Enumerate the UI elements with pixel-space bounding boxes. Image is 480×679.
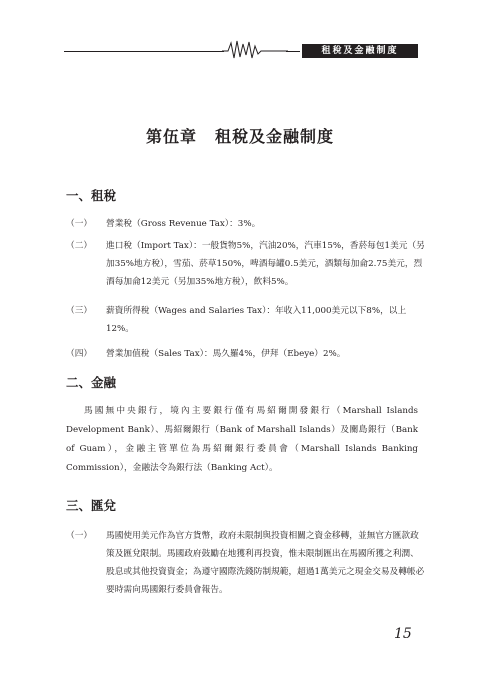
header-rule-right bbox=[286, 51, 300, 52]
list-item-text: 進口稅（Import Tax）：一般貨物5%，汽油20%，汽車15%，香菸每包1美元（另加35%地方稅），雪茄、菸草150%，啤酒每罐0.5美元，酒類每加侖2.75美元，烈酒每加侖12美元（另加35%地方稅），飲料5%。 bbox=[106, 241, 425, 287]
header-wave-ornament bbox=[222, 38, 288, 60]
list-item-text: 營業加值稅（Sales Tax）：馬久羅4%，伊拜（Ebeye）2%。 bbox=[106, 349, 346, 359]
list-item-label: （一） bbox=[66, 531, 93, 541]
list-item-label: （四） bbox=[66, 349, 93, 359]
section-title-taxation: 一、租稅 bbox=[66, 188, 117, 203]
list-item-label: （一） bbox=[66, 219, 93, 229]
running-header-tag: 租稅及金融制度 bbox=[302, 44, 418, 58]
list-item-text: 馬國使用美元作為官方貨幣，政府未限制與投資相關之資金移轉，並無官方匯款政策及匯兌限制。馬國政府鼓勵在地獲利再投資，惟未限制匯出在馬國所獲之利潤、股息或其他投資資金；為遵守國際洗錢防制規範，超過1萬美元之現金交易及轉帳必要時需向馬國銀行委員會報告。 bbox=[106, 531, 425, 595]
chapter-number: 第伍章 bbox=[145, 127, 197, 146]
chapter-title bbox=[0, 124, 480, 147]
section-title-exchange: 三、匯兌 bbox=[66, 498, 117, 513]
list-item bbox=[66, 302, 426, 338]
list-item bbox=[66, 215, 426, 233]
list-item-text: 營業稅（Gross Revenue Tax）：3%。 bbox=[106, 219, 261, 229]
list-item-label: （二） bbox=[66, 241, 93, 251]
section-title-finance: 二、金融 bbox=[66, 375, 117, 390]
finance-paragraph: 馬國無中央銀行，境內主要銀行僅有馬紹爾開發銀行（Marshall Islands Development Bank）、馬紹爾銀行（Bank of Marshall Islands）及關島銀行（Bank of Guam），金融主管單位為馬紹爾銀行委員會（Marshall Islands Banking Commission），金融法令為銀行法（Banking Act）。 bbox=[66, 406, 418, 473]
list-item bbox=[66, 527, 426, 599]
list-item-label: （三） bbox=[66, 306, 93, 316]
chapter-name: 租稅及金融制度 bbox=[215, 127, 335, 146]
list-item bbox=[66, 237, 426, 291]
list-item bbox=[66, 345, 426, 363]
header-rule-left bbox=[64, 51, 224, 52]
page-number: 15 bbox=[394, 626, 412, 642]
list-item-text: 薪資所得稅（Wages and Salaries Tax）：年收入11,000美元以下8%，以上12%。 bbox=[106, 306, 407, 334]
